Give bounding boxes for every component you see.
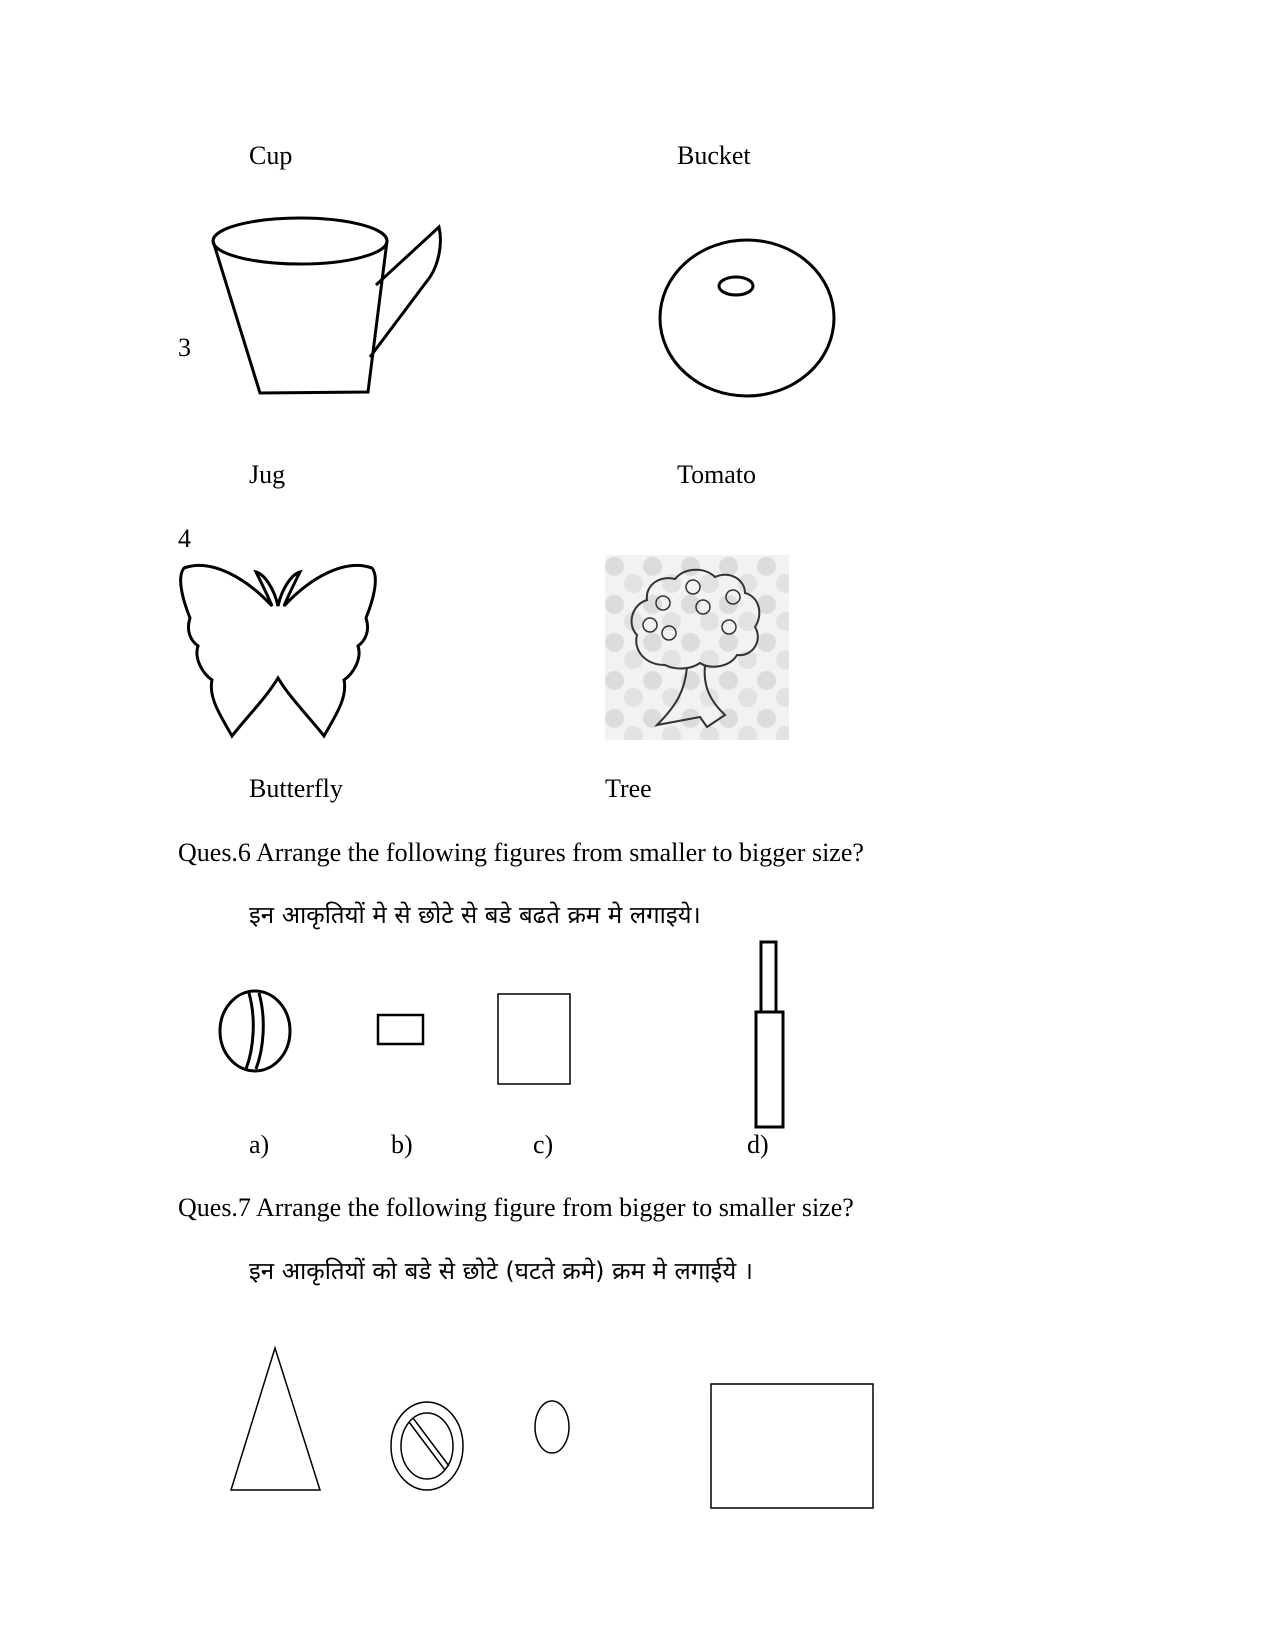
question6-title: Ques.6 Arrange the following figures from smaller to bigger size? [178, 838, 864, 867]
tomato-icon [656, 238, 841, 403]
label-cup: Cup [249, 141, 293, 170]
tree-icon [605, 555, 789, 740]
question7-hindi: इन आकृतियों को बडे से छोटे (घटते क्रमे) क्रम मे लगाईये । [249, 1257, 753, 1285]
option-d-label: d) [747, 1130, 769, 1159]
small-rectangle-icon [376, 1013, 426, 1047]
option-a-label: a) [249, 1130, 270, 1159]
item-number-4: 4 [178, 524, 191, 553]
bat-icon [753, 940, 787, 1130]
label-tree: Tree [605, 774, 652, 803]
option-b-label: b) [391, 1130, 413, 1159]
oval-icon [532, 1399, 574, 1457]
label-tomato: Tomato [677, 460, 757, 489]
item-number-3: 3 [178, 333, 191, 362]
label-bucket: Bucket [677, 141, 751, 170]
cup-icon [198, 205, 453, 405]
label-butterfly: Butterfly [249, 774, 343, 803]
ball-icon [216, 988, 296, 1078]
rectangle-icon-c [496, 992, 574, 1088]
question6-hindi: इन आकृतियों मे से छोटे से बडे बढते क्रम मे लगाइये। [249, 901, 701, 929]
option-c-label: c) [533, 1130, 554, 1159]
question7-title: Ques.7 Arrange the following figure from bigger to smaller size? [178, 1193, 854, 1222]
triangle-icon [228, 1345, 324, 1495]
butterfly-icon [176, 548, 381, 743]
no-sign-icon [389, 1400, 467, 1494]
large-rectangle-icon [709, 1382, 877, 1512]
label-jug: Jug [249, 460, 286, 489]
